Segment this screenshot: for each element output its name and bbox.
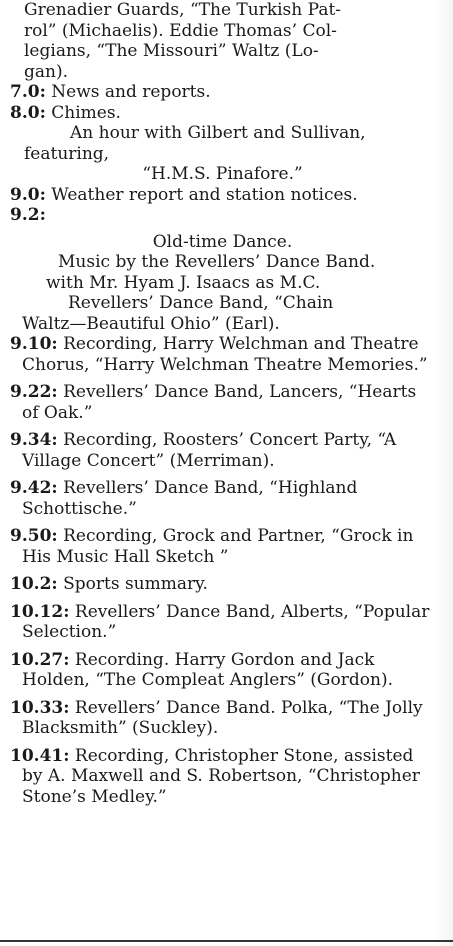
program-entry [10,602,435,643]
text-line: Grenadier Guards, “The Turkish Pat- [24,0,342,20]
program-entry [10,650,435,691]
paper-edge-shading [435,0,453,946]
entry-text: Revellers’ Dance Band. Polka, “The Jolly Blacksmith” (Suckley). [22,697,423,738]
text-line: Revellers’ Dance Band, “Chain [68,293,334,313]
program-entry [10,185,435,206]
entry-text: Chimes. [45,102,121,123]
entry-time: 8.0: [10,102,46,123]
bottom-rule [0,940,453,942]
entry-time: 9.50: [10,526,58,546]
entry-text: Sports summary. [57,574,208,594]
entry-text: Weather report and station notices. [45,184,358,205]
entry-text: Recording, Roosters’ Concert Party, “A Village Concert” (Merriman). [22,430,397,471]
entry-time: 9.2: [10,205,46,225]
program-entry [10,382,435,423]
program-entry [10,746,435,808]
entry-text: Revellers’ Dance Band, Alberts, “Popular Selection.” [22,601,430,642]
text-line: legians, “The Missouri” Waltz (Lo- [24,41,319,61]
continuation-text [10,0,435,82]
text-line: rol” (Michaelis). Eddie Thomas’ Col- [24,20,337,41]
program-entry [10,574,435,595]
program-entry [10,103,435,124]
program-entry [10,430,435,471]
program-entry [10,205,435,226]
pinafore-title: “H.M.S. Pinafore.” [142,164,303,184]
entry-time: 9.34: [10,430,58,450]
entry-time: 10.27: [10,649,70,670]
entry-text: Revellers’ Dance Band, “Highland Schottische.” [22,478,358,519]
entry-text: Recording. Harry Gordon and Jack Holden, “The Compleat Anglers” (Gordon). [22,649,393,690]
radio-program-listing [10,0,435,807]
entry-time: 9.0: [10,184,46,205]
entry-time: 10.33: [10,697,70,718]
entry-text: News and reports. [45,82,211,102]
text-line: Waltz—Beautiful Ohio” (Earl). [22,313,280,334]
old-time-dance-block [10,232,435,335]
program-entry [10,698,435,739]
entry-text: Revellers’ Dance Band, Lancers, “Hearts of Oak.” [22,382,417,423]
entry-text: Recording, Harry Welchman and Theatre Chorus, “Harry Welchman Theatre Memories.” [22,334,428,375]
entry-time: 7.0: [10,82,46,102]
text-line: An hour with Gilbert and Sullivan, [70,123,366,143]
entry-text: Recording, Grock and Partner, “Grock in His Music Hall Sketch ” [22,526,414,567]
entry-time: 10.2: [10,574,58,594]
entry-time: 10.12: [10,601,70,622]
gilbert-sullivan-block [10,123,435,185]
entry-time: 9.22: [10,382,58,402]
text-line: with Mr. Hyam J. Isaacs as M.C. [46,272,321,293]
program-entry [10,526,435,567]
text-line: gan). [24,61,69,82]
entry-text: Recording, Christopher Stone, assisted by A. Maxwell and S. Robertson, “Christopher Stone’s Medley.” [22,745,420,807]
text-line: Music by the Revellers’ Dance Band. [58,252,376,272]
section-heading: Old-time Dance. [152,231,293,252]
program-entry [10,82,435,103]
entry-time: 9.10: [10,334,58,354]
text-line: featuring, [24,143,110,164]
entry-time: 9.42: [10,478,58,498]
entry-time: 10.41: [10,745,70,766]
program-entry [10,478,435,519]
program-entry [10,334,435,375]
